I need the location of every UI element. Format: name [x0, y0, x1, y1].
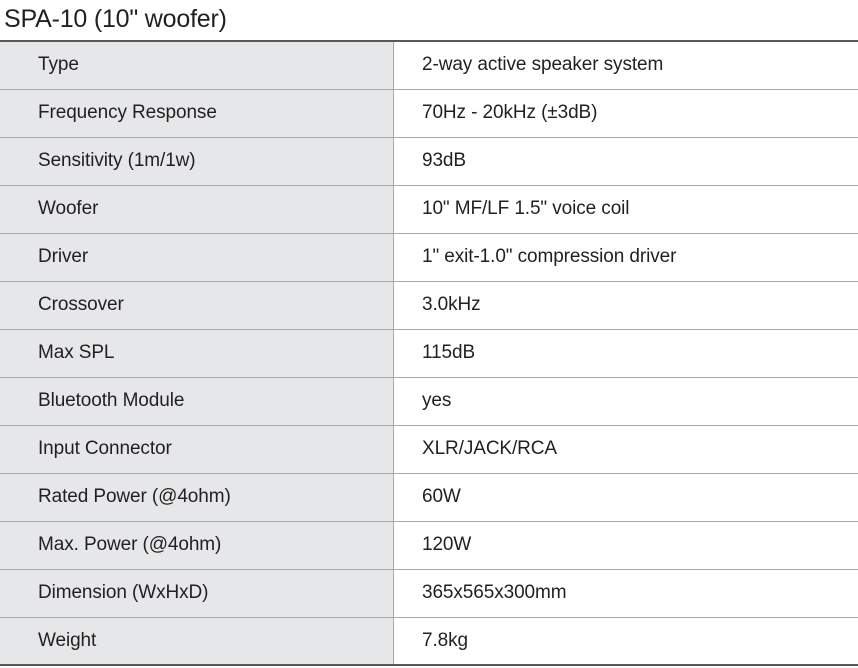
spec-label: Bluetooth Module	[0, 377, 394, 425]
table-row	[0, 473, 858, 521]
table-row	[0, 89, 858, 137]
spec-label: Driver	[0, 233, 394, 281]
spec-value: 2-way active speaker system	[394, 41, 858, 89]
spec-label: Max. Power (@4ohm)	[0, 521, 394, 569]
spec-value: 70Hz - 20kHz (±3dB)	[394, 89, 858, 137]
table-row	[0, 425, 858, 473]
spec-label: Crossover	[0, 281, 394, 329]
spec-label: Sensitivity (1m/1w)	[0, 137, 394, 185]
table-row	[0, 281, 858, 329]
spec-value: 1" exit-1.0" compression driver	[394, 233, 858, 281]
spec-label: Weight	[0, 617, 394, 665]
spec-label: Frequency Response	[0, 89, 394, 137]
spec-value: 93dB	[394, 137, 858, 185]
spec-value: 120W	[394, 521, 858, 569]
spec-value: 3.0kHz	[394, 281, 858, 329]
table-row	[0, 41, 858, 89]
table-row	[0, 137, 858, 185]
spec-value: 115dB	[394, 329, 858, 377]
table-row	[0, 329, 858, 377]
spec-value: 7.8kg	[394, 617, 858, 665]
spec-value: 365x565x300mm	[394, 569, 858, 617]
spec-label: Input Connector	[0, 425, 394, 473]
spec-value: XLR/JACK/RCA	[394, 425, 858, 473]
spec-value: 60W	[394, 473, 858, 521]
table-row	[0, 233, 858, 281]
spec-label: Type	[0, 41, 394, 89]
page-title: SPA-10 (10" woofer)	[4, 5, 227, 33]
spec-label: Woofer	[0, 185, 394, 233]
spec-value: 10" MF/LF 1.5" voice coil	[394, 185, 858, 233]
table-row	[0, 569, 858, 617]
spec-value: yes	[394, 377, 858, 425]
specifications-table-body	[0, 41, 858, 665]
spec-label: Rated Power (@4ohm)	[0, 473, 394, 521]
specifications-table	[0, 40, 858, 666]
spec-label: Dimension (WxHxD)	[0, 569, 394, 617]
table-row	[0, 377, 858, 425]
table-row	[0, 185, 858, 233]
table-row	[0, 521, 858, 569]
spec-label: Max SPL	[0, 329, 394, 377]
table-row	[0, 617, 858, 665]
